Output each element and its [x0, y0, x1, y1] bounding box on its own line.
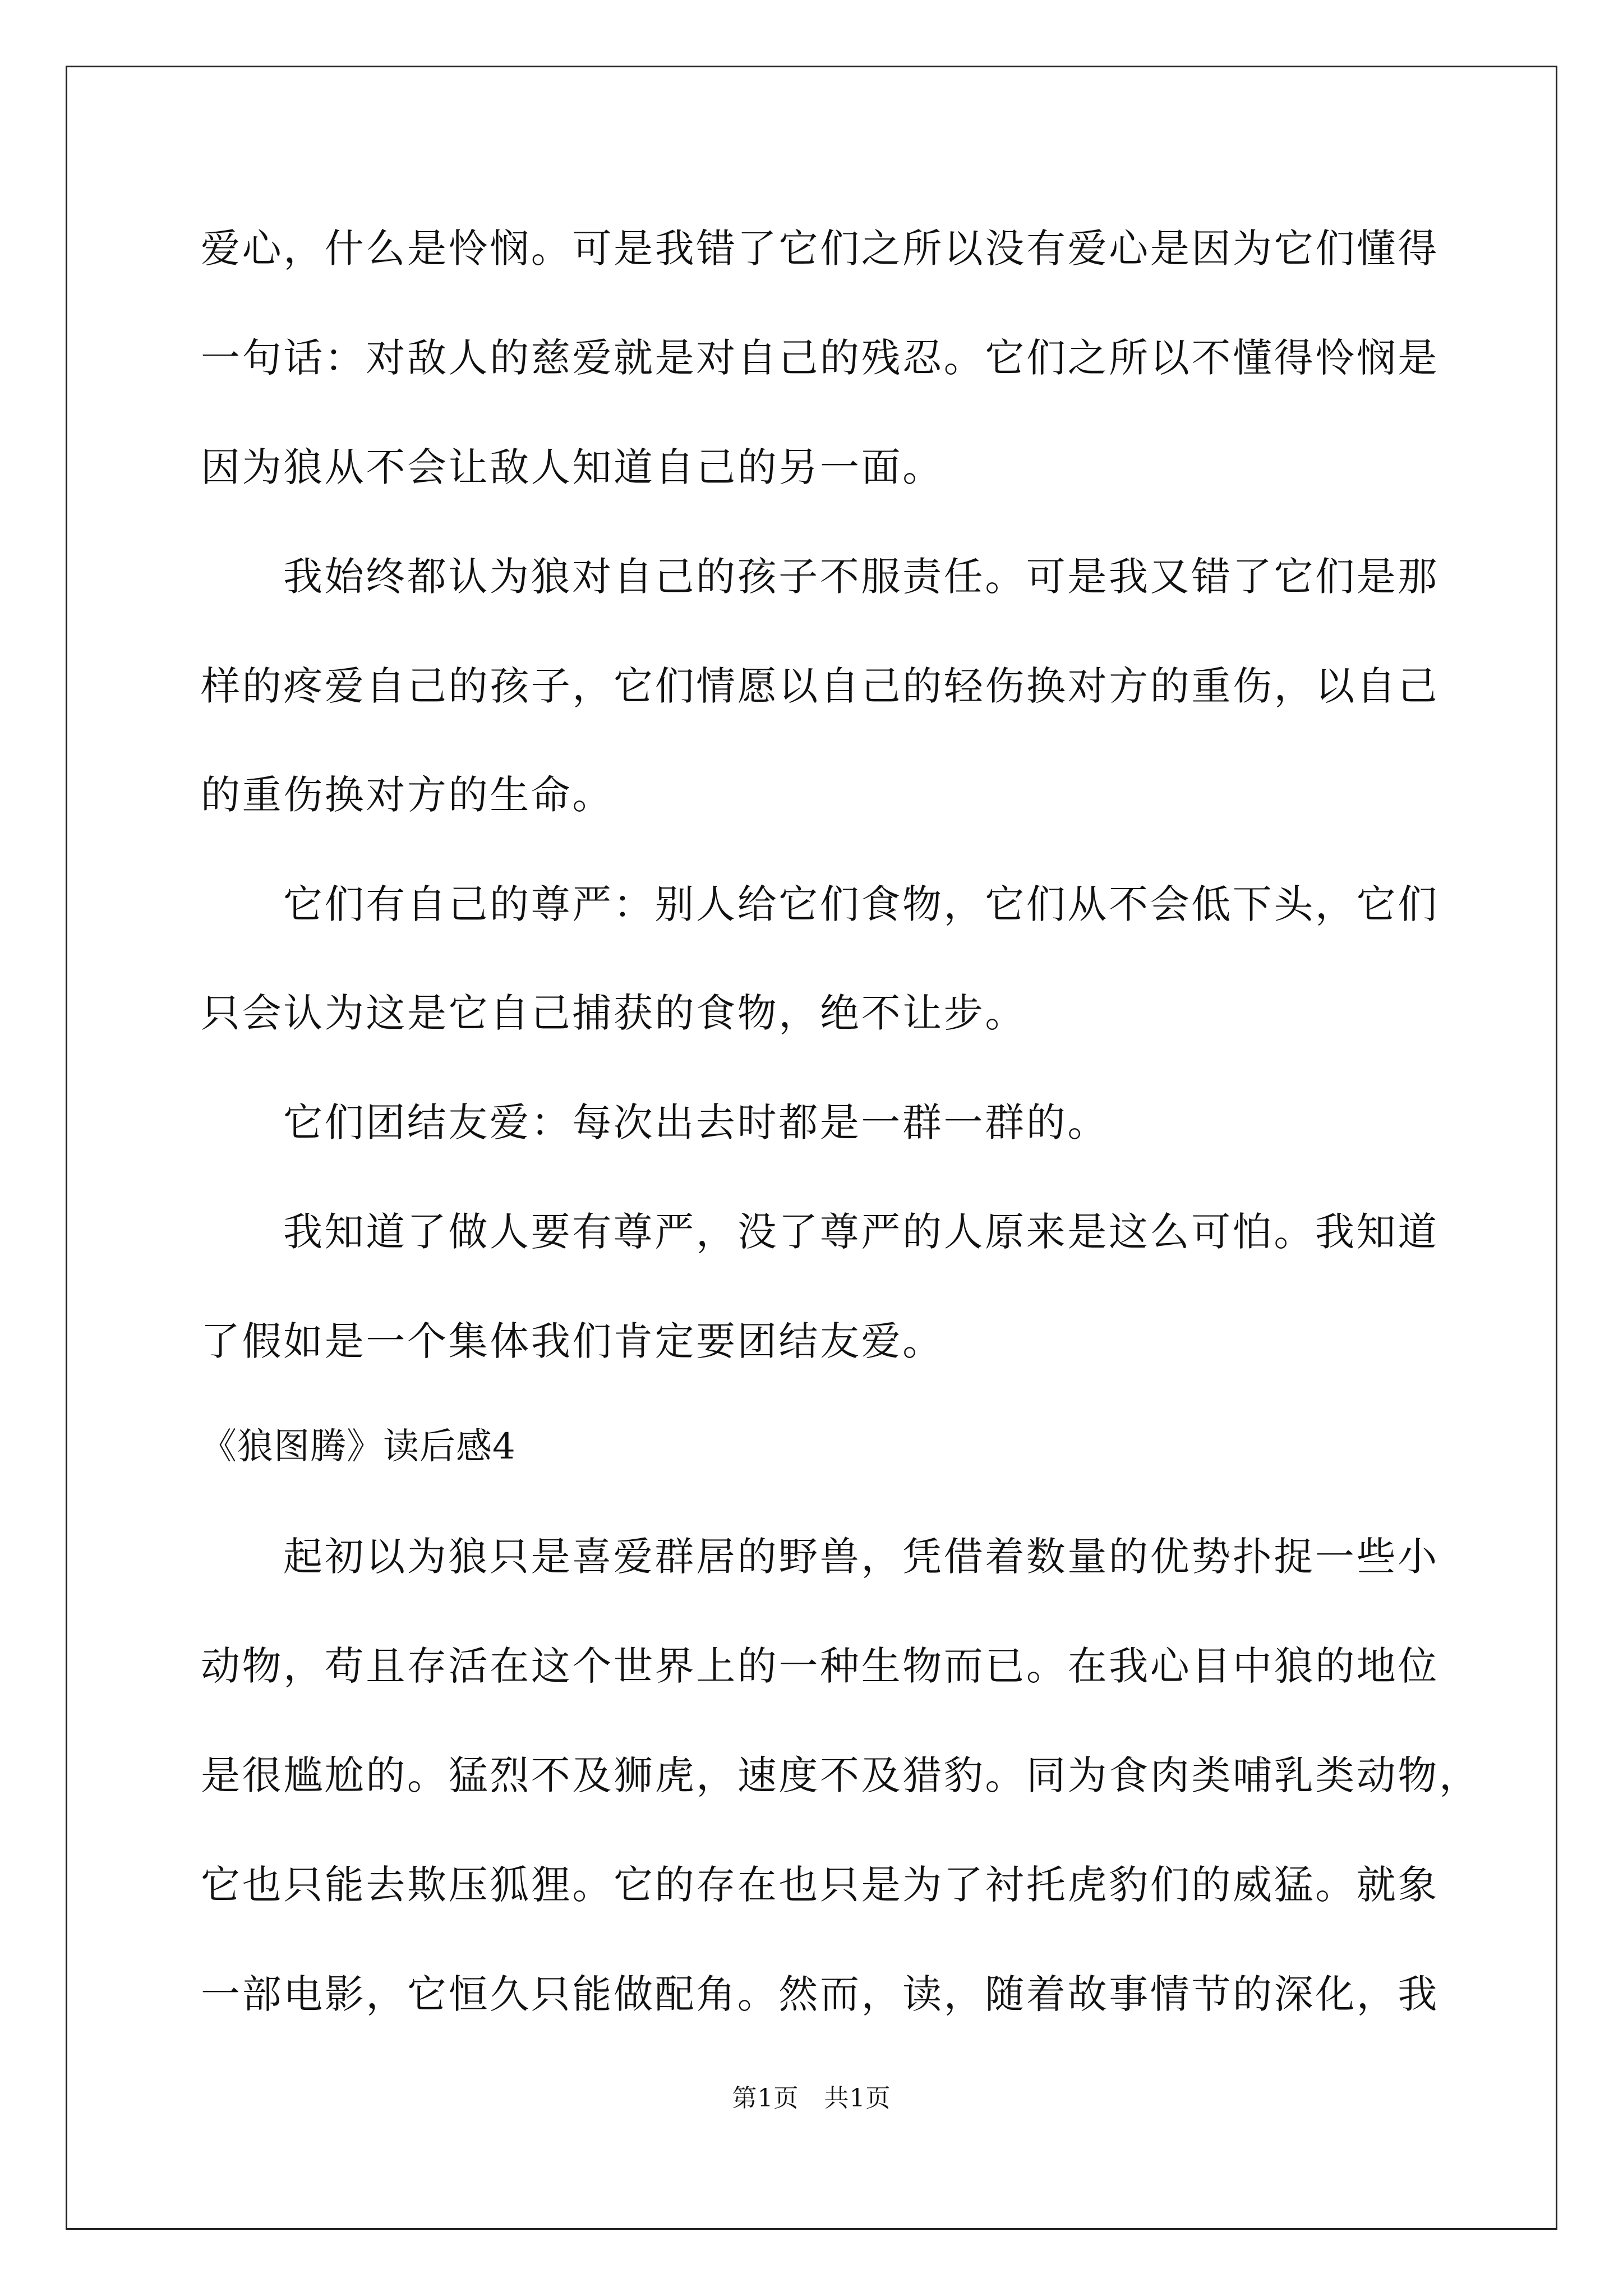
- text-line: 起初以为狼只是喜爱群居的野兽，凭借着数量的优势扑捉一些小: [283, 1534, 1439, 1580]
- text-line: 它们有自己的尊严：别人给它们食物，它们从不会低下头，它们: [283, 881, 1439, 927]
- text-line: 动物，苟且存活在这个世界上的一种生物而已。在我心目中狼的地位: [201, 1643, 1439, 1689]
- text-line: 爱心，什么是怜悯。可是我错了它们之所以没有爱心是因为它们懂得: [201, 226, 1439, 272]
- text-line: 我知道了做人要有尊严，没了尊严的人原来是这么可怕。我知道: [283, 1209, 1439, 1255]
- text-line: 只会认为这是它自己捕获的食物，绝不让步。: [201, 990, 1026, 1036]
- text-line: 的重伤换对方的生命。: [201, 772, 614, 818]
- text-line: 样的疼爱自己的孩子，它们情愿以自己的轻伤换对方的重伤，以自己: [201, 663, 1439, 709]
- text-line: 是很尴尬的。猛烈不及狮虎，速度不及猎豹。同为食肉类哺乳类动物，: [201, 1752, 1481, 1798]
- text-line: 一句话：对敌人的慈爱就是对自己的残忍。它们之所以不懂得怜悯是: [201, 335, 1439, 381]
- text-line: 它们团结友爱：每次出去时都是一群一群的。: [283, 1099, 1109, 1145]
- text-line: 了假如是一个集体我们肯定要团结友爱。: [201, 1318, 944, 1364]
- text-line: 一部电影，它恒久只能做配角。然而，读，随着故事情节的深化，我: [201, 1971, 1439, 2017]
- text-line: 因为狼从不会让敌人知道自己的另一面。: [201, 444, 944, 490]
- page-footer: 第1页 共1页: [732, 2084, 891, 2113]
- text-line: 我始终都认为狼对自己的孩子不服责任。可是我又错了它们是那: [283, 554, 1439, 600]
- text-line: 它也只能去欺压狐狸。它的存在也只是为了衬托虎豹们的威猛。就象: [201, 1862, 1439, 1908]
- section-heading: 《狼图腾》读后感4: [201, 1426, 516, 1467]
